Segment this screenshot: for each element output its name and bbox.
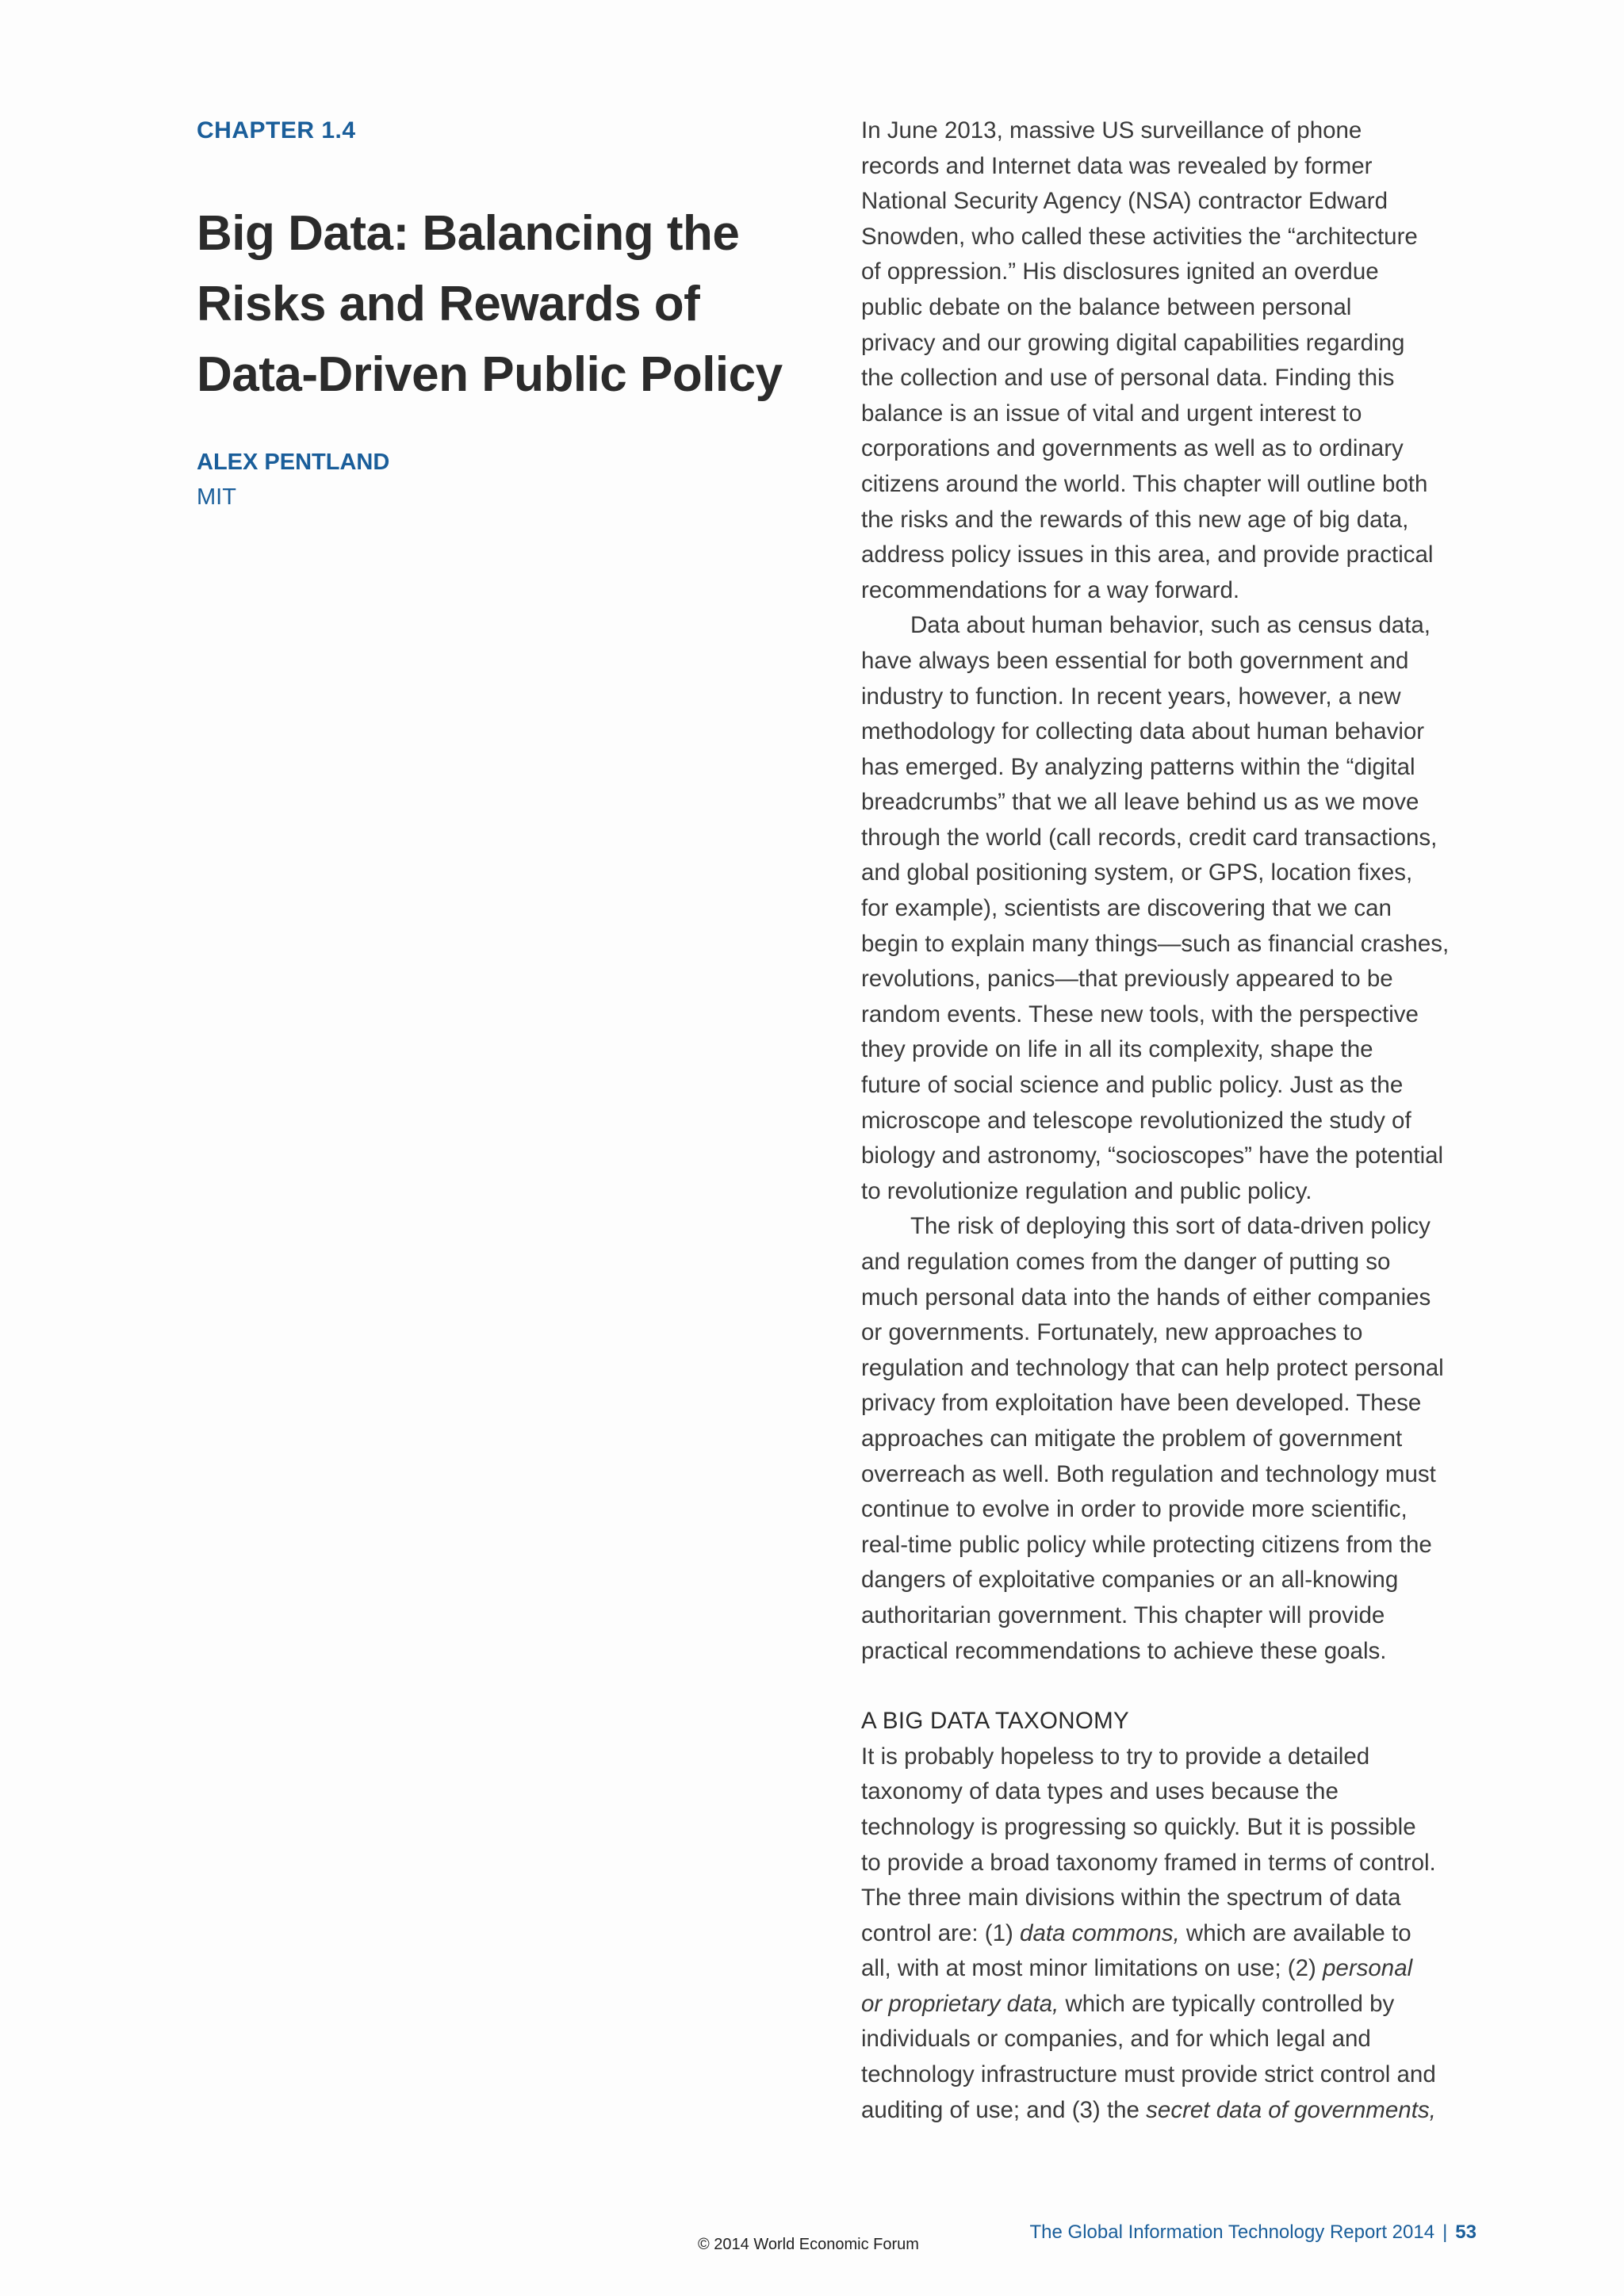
text-line: the risks and the rewards of this new age of big data,	[861, 506, 1409, 533]
text-line: begin to explain many things—such as financial crashes,	[861, 930, 1450, 957]
title-line: Data-Driven Public Policy	[197, 347, 783, 402]
text-run: control are: (1)	[861, 1919, 1021, 1946]
text-run: all, with at most minor limitations on use; (2)	[861, 1955, 1323, 1982]
title-line: Big Data: Balancing the	[197, 206, 740, 261]
title-line: Risks and Rewards of	[197, 277, 700, 331]
text-line: dangers of exploitative companies or an all-knowing	[861, 1567, 1399, 1594]
text-line	[861, 1951, 1480, 1987]
text-line: authoritarian government. This chapter will provide	[861, 1601, 1385, 1628]
text-line: breadcrumbs” that we all leave behind us as we move	[861, 789, 1419, 816]
text-line	[861, 1916, 1480, 1952]
paragraph-4	[861, 1739, 1480, 2129]
text-line: recommendations for a way forward.	[861, 576, 1240, 603]
text-line: practical recommendations to achieve these goals.	[861, 1637, 1387, 1664]
author-affiliation: MIT	[197, 484, 236, 510]
text-line	[861, 2093, 1480, 2129]
text-line: regulation and technology that can help protect personal	[861, 1354, 1444, 1381]
body-text	[861, 113, 1480, 2128]
text-line: balance is an issue of vital and urgent interest to	[861, 400, 1362, 427]
text-line: much personal data into the hands of either companies	[861, 1284, 1431, 1311]
paragraph-3	[861, 1209, 1480, 1669]
text-line: the collection and use of personal data. Finding this	[861, 365, 1395, 392]
text-line: future of social science and public policy. Just as the	[861, 1072, 1404, 1099]
text-line: Snowden, who called these activities the “architecture	[861, 223, 1418, 250]
text-line: individuals or companies, and for which legal and	[861, 2026, 1371, 2053]
text-line: revolutions, panics—that previously appeared to be	[861, 966, 1393, 993]
text-line: technology is progressing so quickly. But it is possible	[861, 1813, 1416, 1840]
text-line: industry to function. In recent years, however, a new	[861, 683, 1401, 710]
text-line: public debate on the balance between personal	[861, 293, 1352, 320]
text-line: of oppression.” His disclosures ignited an overdue	[861, 258, 1379, 285]
footer-separator: |	[1442, 2221, 1448, 2243]
text-line: biology and astronomy, “socioscopes” have the potential	[861, 1142, 1444, 1169]
text-line: corporations and governments as well as to ordinary	[861, 435, 1404, 462]
text-line: they provide on life in all its complexity, shape the	[861, 1036, 1373, 1063]
text-line: privacy and our growing digital capabilities regarding	[861, 329, 1405, 356]
text-line: and global positioning system, or GPS, location fixes,	[861, 859, 1413, 886]
text-line: for example), scientists are discovering that we can	[861, 895, 1392, 922]
text-line: through the world (call records, credit card transactions,	[861, 824, 1438, 851]
author-name: ALEX PENTLAND	[197, 450, 390, 475]
text-line	[861, 1987, 1480, 2022]
text-line: overreach as well. Both regulation and technology must	[861, 1460, 1436, 1487]
chapter-header	[197, 111, 799, 515]
italic-term: or proprietary data,	[861, 1990, 1059, 2017]
text-line: National Security Agency (NSA) contractor Edward	[861, 188, 1388, 215]
text-run: which are available to	[1179, 1919, 1411, 1946]
footer-report-info	[1030, 2221, 1477, 2244]
text-line: privacy from exploitation have been developed. These	[861, 1390, 1422, 1417]
text-line: approaches can mitigate the problem of government	[861, 1425, 1403, 1452]
text-line: microscope and telescope revolutionized the study of	[861, 1107, 1411, 1134]
text-line: real-time public policy while protecting citizens from the	[861, 1531, 1432, 1558]
text-line: random events. These new tools, with the perspective	[861, 1001, 1419, 1027]
text-line: citizens around the world. This chapter will outline both	[861, 470, 1428, 497]
chapter-title	[197, 198, 799, 410]
text-line: records and Internet data was revealed by former	[861, 152, 1373, 179]
text-line: has emerged. By analyzing patterns within the “digital	[861, 753, 1415, 780]
text-line: The risk of deploying this sort of data-driven policy	[910, 1213, 1431, 1240]
text-line: have always been essential for both government and	[861, 647, 1409, 674]
text-line: continue to evolve in order to provide more scientific,	[861, 1496, 1408, 1523]
text-line: address policy issues in this area, and provide practical	[861, 541, 1434, 568]
text-line: methodology for collecting data about human behavior	[861, 718, 1425, 745]
paragraph-1	[861, 113, 1480, 608]
text-line: Data about human behavior, such as census data,	[910, 612, 1431, 639]
text-line: The three main divisions within the spectrum of data	[861, 1885, 1401, 1911]
text-run: auditing of use; and (3) the	[861, 2096, 1147, 2123]
chapter-label: CHAPTER 1.4	[197, 117, 356, 144]
text-line: It is probably hopeless to try to provide a detailed	[861, 1743, 1370, 1770]
text-line: and regulation comes from the danger of putting so	[861, 1249, 1391, 1275]
text-line: to revolutionize regulation and public policy.	[861, 1177, 1312, 1204]
copyright-notice: © 2014 World Economic Forum	[698, 2236, 919, 2253]
text-line: In June 2013, massive US surveillance of phone	[861, 117, 1362, 144]
text-run: which are typically controlled by	[1059, 1990, 1395, 2017]
report-title: The Global Information Technology Report 2014	[1029, 2221, 1435, 2243]
italic-term: secret data of governments,	[1146, 2096, 1436, 2123]
italic-term: data commons,	[1020, 1919, 1180, 1946]
italic-term: personal	[1323, 1955, 1413, 1982]
text-line: technology infrastructure must provide strict control and	[861, 2061, 1436, 2088]
section-heading: A BIG DATA TAXONOMY	[861, 1708, 1129, 1735]
page-number: 53	[1455, 2221, 1477, 2243]
text-line: taxonomy of data types and uses because the	[861, 1778, 1339, 1805]
paragraph-2	[861, 608, 1480, 1209]
text-line: or governments. Fortunately, new approaches to	[861, 1319, 1363, 1346]
text-line: to provide a broad taxonomy framed in terms of control.	[861, 1849, 1436, 1876]
